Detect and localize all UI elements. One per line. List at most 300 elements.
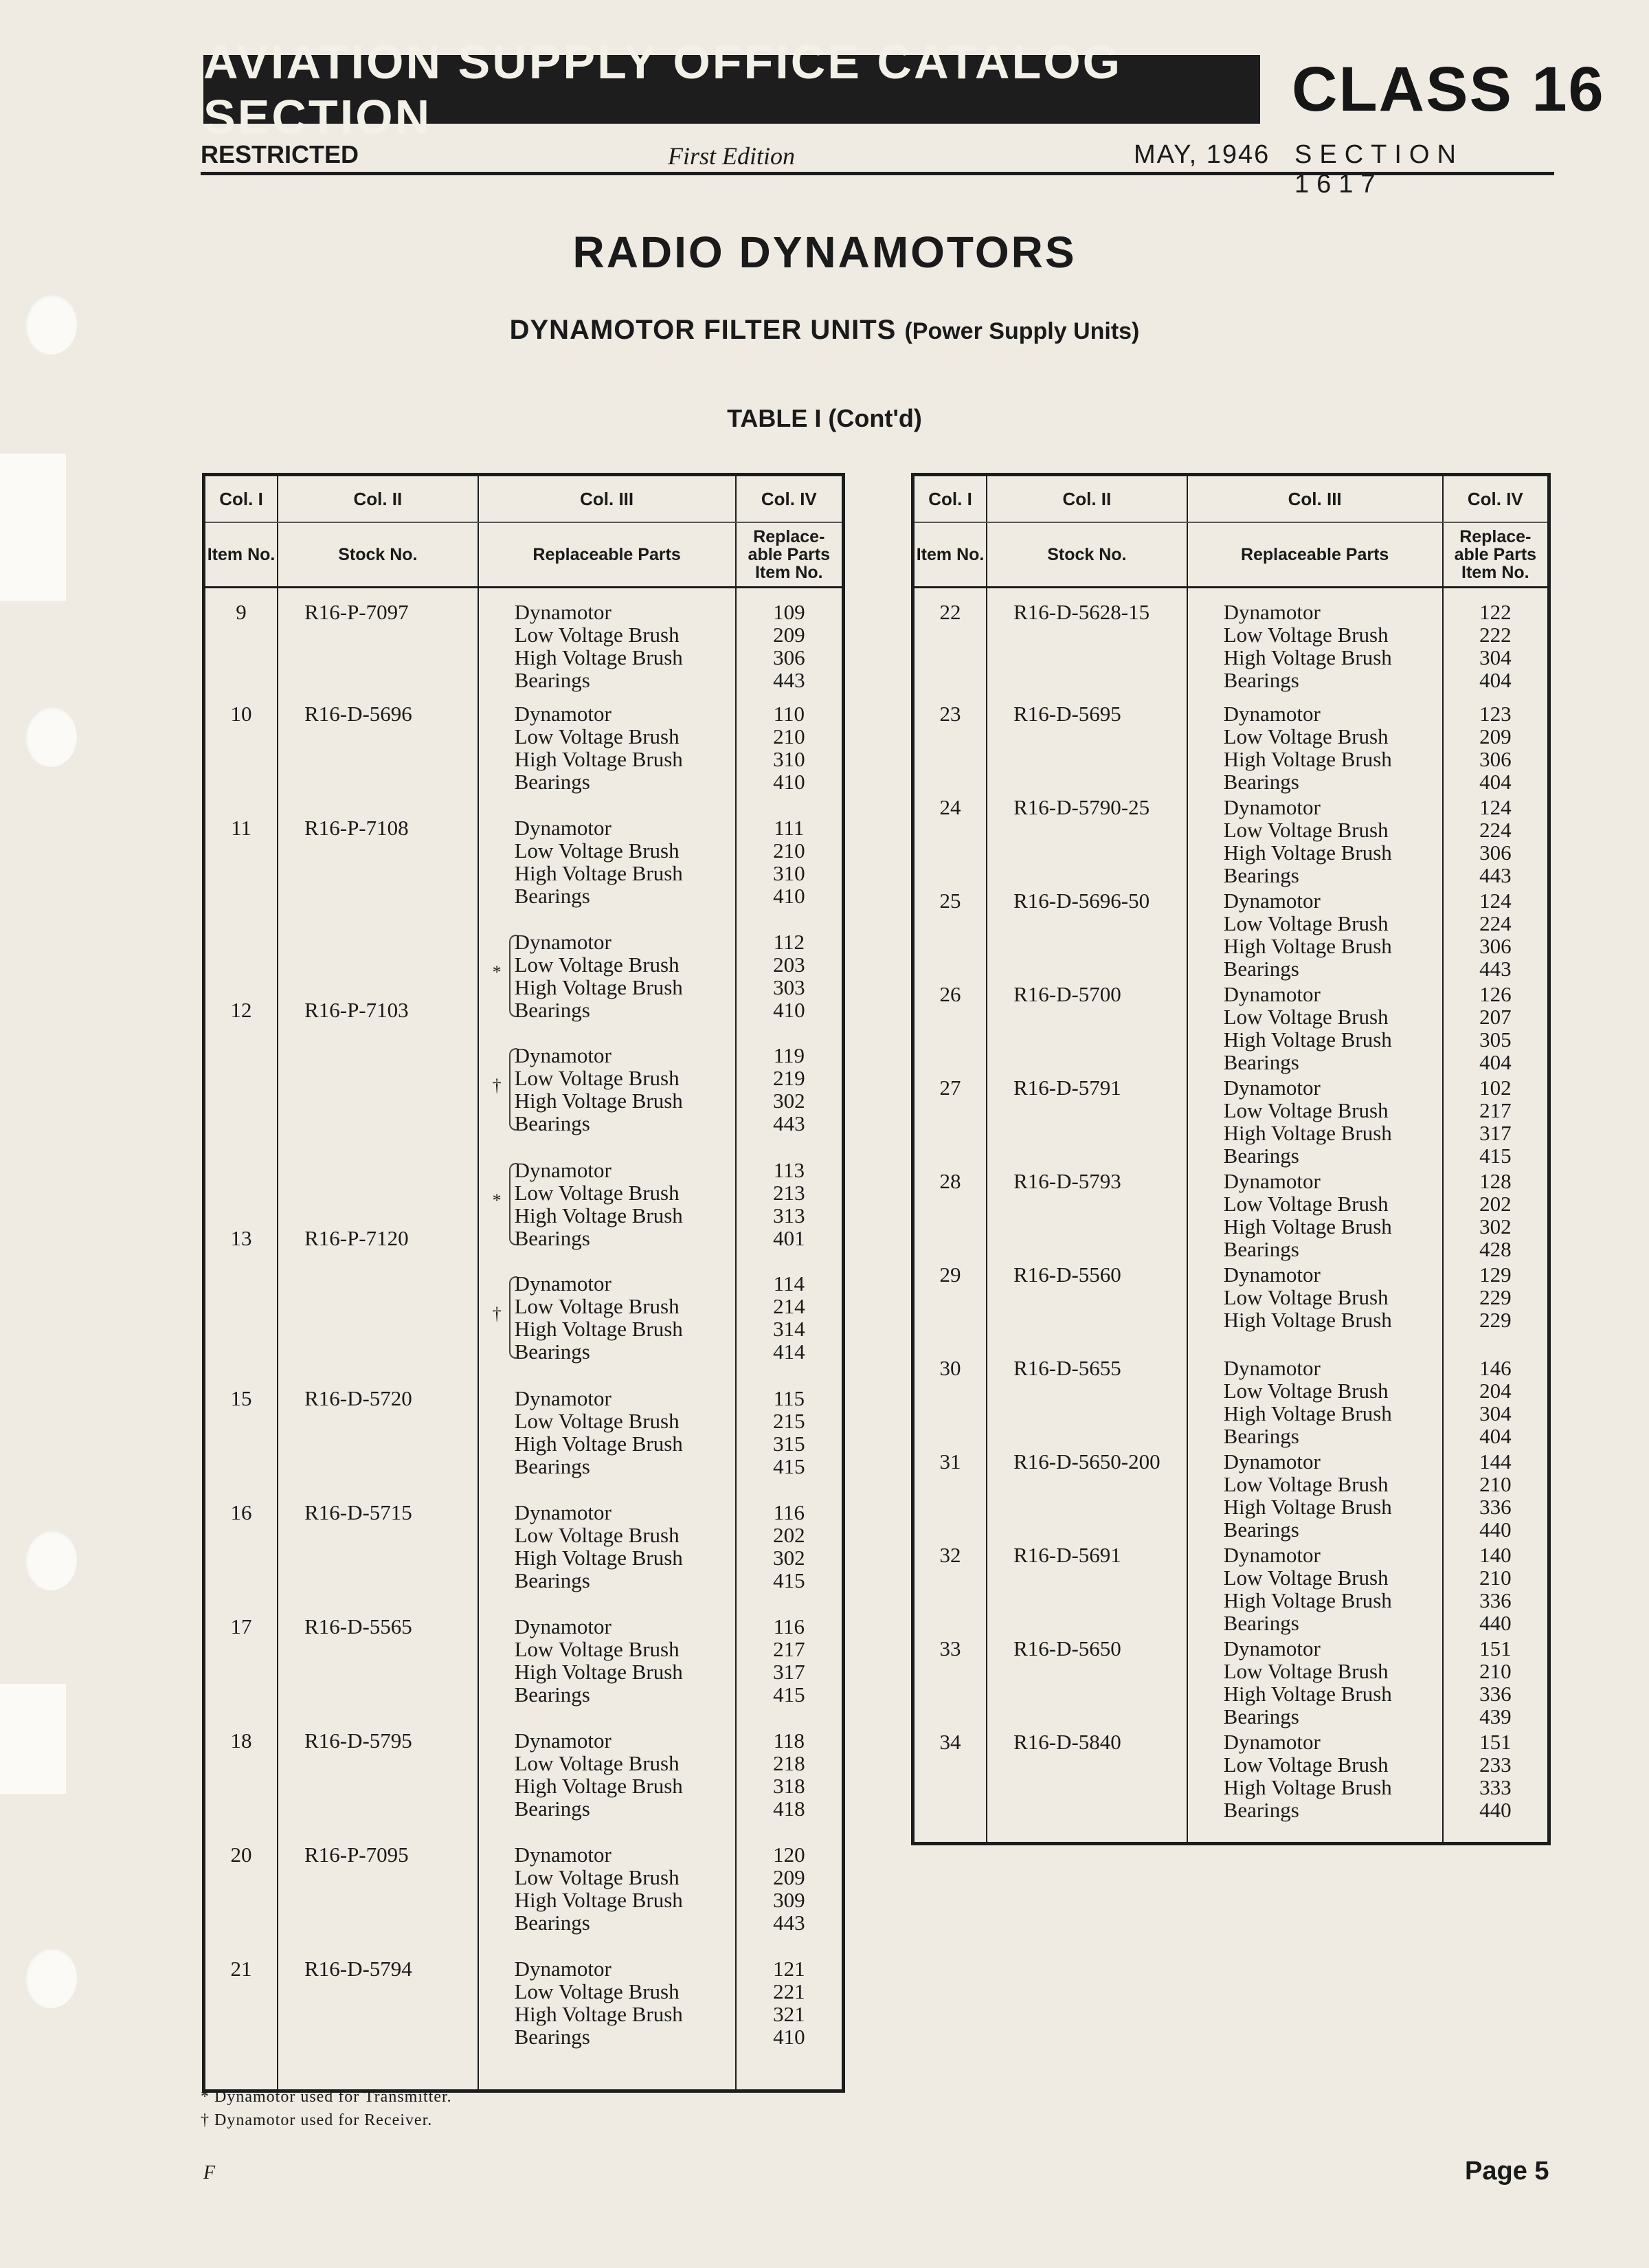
part-name: Dynamotor	[1223, 1543, 1321, 1567]
page-title: RADIO DYNAMOTORS	[572, 227, 1077, 277]
item-number: 29	[939, 1263, 961, 1287]
item-cell	[913, 889, 987, 983]
part-item-number: 401	[773, 1226, 805, 1250]
part-item-number: 410	[773, 884, 805, 908]
stock-cell	[278, 1729, 478, 1843]
part-item-number: 214	[773, 1294, 805, 1318]
parts-cell	[478, 1159, 736, 1387]
part-number-cell	[736, 1843, 844, 1957]
part-item-number: 317	[1479, 1121, 1512, 1145]
part-number-cell	[736, 1387, 844, 1501]
stock-cell	[987, 702, 1187, 796]
item-cell	[913, 1357, 987, 1450]
part-item-number: 415	[773, 1454, 805, 1478]
part-item-number: 440	[1479, 1611, 1512, 1635]
part-number-cell	[736, 1501, 844, 1615]
part-name: High Voltage Brush	[514, 2002, 683, 2026]
part-item-number: 209	[773, 1865, 805, 1889]
part-name: High Voltage Brush	[1223, 841, 1392, 865]
table-row	[913, 1357, 1549, 1450]
part-number-group	[1444, 702, 1547, 793]
group-brace	[509, 1276, 517, 1359]
item-number: 27	[939, 1076, 961, 1100]
part-item-number: 317	[773, 1660, 805, 1684]
part-number-cell	[1443, 1731, 1549, 1824]
part-name: High Voltage Brush	[514, 747, 683, 771]
col-header: Col. II	[987, 475, 1187, 523]
punch-hole	[25, 1948, 77, 2008]
part-group	[515, 702, 735, 793]
part-group	[492, 1158, 735, 1250]
table-row	[204, 1843, 844, 1957]
part-item-number: 123	[1479, 702, 1512, 726]
table-row	[913, 796, 1549, 889]
part-item-number: 321	[773, 2002, 805, 2026]
part-name: High Voltage Brush	[1223, 645, 1392, 669]
part-number-group	[1444, 1637, 1547, 1728]
footnote-mark: †	[492, 1076, 502, 1096]
part-name: Bearings	[514, 1911, 590, 1935]
part-name: Dynamotor	[514, 1614, 612, 1638]
part-name: Bearings	[514, 1568, 590, 1592]
part-item-number: 119	[773, 1043, 805, 1067]
parts-cell	[1187, 889, 1443, 983]
part-item-number: 126	[1479, 982, 1512, 1006]
part-item-number: 129	[1479, 1263, 1512, 1287]
part-item-number: 124	[1479, 889, 1512, 913]
part-group	[515, 1387, 735, 1478]
part-name: High Voltage Brush	[514, 1203, 683, 1227]
subtitle-main: DYNAMOTOR FILTER UNITS	[509, 315, 897, 345]
parts-cell	[1187, 1637, 1443, 1731]
part-item-number: 415	[1479, 1144, 1512, 1168]
table-title: TABLE I (Cont'd)	[727, 404, 922, 432]
part-number-cell	[736, 816, 844, 931]
table-header-row	[204, 475, 844, 523]
part-name: Low Voltage Brush	[1223, 1379, 1389, 1403]
group-brace	[509, 1163, 517, 1245]
table-row	[913, 1731, 1549, 1824]
part-item-number: 314	[773, 1317, 805, 1341]
stock-cell	[987, 1544, 1187, 1637]
stock-cell	[278, 1159, 478, 1387]
part-item-number: 336	[1479, 1588, 1512, 1612]
part-name: Dynamotor	[514, 1500, 612, 1524]
part-item-number: 318	[773, 1774, 805, 1798]
stock-number: R16-D-5794	[304, 1957, 412, 1981]
stock-cell	[278, 1501, 478, 1615]
parts-cell	[1187, 1263, 1443, 1357]
part-item-number: 124	[1479, 795, 1512, 819]
col-header: Col. IV	[1443, 475, 1549, 523]
part-name: Dynamotor	[1223, 1263, 1321, 1287]
part-item-number: 305	[1479, 1027, 1512, 1052]
stock-number: R16-D-5696-50	[1013, 889, 1150, 913]
filler-cell	[1187, 1824, 1443, 1844]
part-item-number: 443	[773, 668, 805, 692]
item-number: 24	[939, 795, 961, 819]
part-name: High Voltage Brush	[514, 1888, 683, 1912]
stock-cell	[987, 796, 1187, 889]
part-name: Bearings	[1223, 1237, 1299, 1261]
part-name: Bearings	[1223, 1517, 1299, 1542]
parts-table-right	[911, 473, 1551, 1845]
part-name: Low Voltage Brush	[1223, 1005, 1389, 1029]
table-row	[913, 1450, 1549, 1544]
part-name: Low Voltage Brush	[514, 724, 680, 748]
stock-cell	[987, 1450, 1187, 1544]
item-number: 15	[230, 1386, 252, 1410]
part-name: Dynamotor	[1223, 1356, 1321, 1380]
col-subheader: Stock No.	[278, 522, 478, 588]
part-name: Bearings	[1223, 1798, 1299, 1822]
part-item-number: 404	[1479, 668, 1512, 692]
part-name: Low Voltage Brush	[1223, 1566, 1389, 1590]
stock-number: R16-D-5700	[1013, 982, 1121, 1006]
part-name: Bearings	[1223, 1611, 1299, 1635]
stock-cell	[278, 588, 478, 703]
part-name: Dynamotor	[514, 600, 612, 624]
part-number-group	[737, 1615, 842, 1706]
part-number-group	[737, 1387, 842, 1478]
part-item-number: 219	[773, 1066, 805, 1090]
parts-cell	[1187, 796, 1443, 889]
item-number: 10	[230, 702, 252, 726]
part-number-cell	[1443, 1170, 1549, 1263]
part-name: Bearings	[514, 1454, 590, 1478]
parts-cell	[1187, 1170, 1443, 1263]
part-group	[1224, 1076, 1442, 1167]
part-group	[515, 1957, 735, 2048]
item-cell	[913, 796, 987, 889]
part-item-number: 210	[1479, 1659, 1512, 1683]
catalog-banner: AVIATION SUPPLY OFFICE CATALOG SECTION	[203, 55, 1260, 124]
item-cell	[913, 702, 987, 796]
part-item-number: 233	[1479, 1753, 1512, 1777]
stock-number: R16-D-5650-200	[1013, 1449, 1160, 1474]
part-number-cell	[736, 588, 844, 703]
stock-cell	[987, 1263, 1187, 1357]
part-item-number: 440	[1479, 1517, 1512, 1542]
part-name: Low Voltage Brush	[514, 1181, 680, 1205]
part-item-number: 309	[773, 1888, 805, 1912]
item-number: 17	[230, 1614, 252, 1638]
part-item-number: 210	[773, 838, 805, 863]
part-number-cell	[1443, 1450, 1549, 1544]
part-number-group	[737, 1044, 842, 1135]
part-number-cell	[736, 1729, 844, 1843]
stock-number: R16-D-5720	[304, 1386, 412, 1410]
part-number-group	[737, 1272, 842, 1363]
table-row	[204, 702, 844, 816]
part-item-number: 410	[773, 998, 805, 1022]
col-header: Col. II	[278, 475, 478, 523]
part-item-number: 118	[773, 1728, 805, 1753]
table-row	[913, 1637, 1549, 1731]
part-item-number: 440	[1479, 1798, 1512, 1822]
item-number: 12	[230, 998, 252, 1022]
parts-cell	[478, 816, 736, 931]
stock-number: R16-P-7097	[304, 600, 409, 624]
part-item-number: 418	[773, 1797, 805, 1821]
part-name: High Voltage Brush	[514, 645, 683, 669]
part-name: Bearings	[1223, 863, 1299, 887]
page-edge-tab	[0, 1684, 66, 1794]
part-name: Dynamotor	[514, 930, 612, 954]
part-item-number: 209	[773, 623, 805, 647]
col-subheader: Replaceable Parts	[478, 522, 736, 588]
part-number-cell	[1443, 1076, 1549, 1170]
parts-cell	[478, 1957, 736, 2071]
footnote-transmitter: * Dynamotor used for Transmitter.	[201, 2088, 452, 2106]
part-name: Low Voltage Brush	[514, 1409, 680, 1433]
item-cell	[204, 1387, 278, 1501]
part-name: Low Voltage Brush	[1223, 1472, 1389, 1496]
part-group	[1224, 796, 1442, 887]
stock-cell	[987, 1637, 1187, 1731]
stock-cell	[987, 1357, 1187, 1450]
item-number: 20	[230, 1843, 252, 1867]
part-item-number: 209	[1479, 724, 1512, 748]
edition-label: First Edition	[668, 142, 796, 170]
part-item-number: 333	[1479, 1775, 1512, 1799]
part-number-cell	[1443, 796, 1549, 889]
part-item-number: 336	[1479, 1495, 1512, 1519]
part-name: Low Voltage Brush	[514, 1979, 680, 2003]
part-number-cell	[1443, 1637, 1549, 1731]
part-item-number: 229	[1479, 1308, 1512, 1332]
part-group	[492, 1043, 735, 1135]
part-number-group	[1444, 601, 1547, 691]
part-number-group	[1444, 983, 1547, 1074]
stock-number: R16-D-5840	[1013, 1730, 1121, 1754]
part-item-number: 151	[1479, 1730, 1512, 1754]
part-item-number: 415	[773, 1682, 805, 1706]
item-cell	[913, 1076, 987, 1170]
part-item-number: 310	[773, 747, 805, 771]
part-name: Bearings	[514, 1682, 590, 1706]
part-item-number: 439	[1479, 1704, 1512, 1728]
part-group	[515, 1501, 735, 1592]
part-group	[492, 1271, 735, 1364]
part-item-number: 213	[773, 1181, 805, 1205]
part-name: Bearings	[1223, 957, 1299, 981]
parts-cell	[478, 702, 736, 816]
punch-hole	[25, 707, 77, 767]
table-row	[913, 1263, 1549, 1357]
item-cell	[913, 1544, 987, 1637]
part-name: Bearings	[514, 2025, 590, 2049]
item-number: 26	[939, 982, 961, 1006]
col-subheader: Replace- able Parts Item No.	[1443, 522, 1549, 588]
item-cell	[913, 1263, 987, 1357]
part-item-number: 116	[773, 1500, 805, 1524]
part-group	[1224, 1170, 1442, 1260]
part-number-cell	[736, 1957, 844, 2071]
item-cell	[913, 1170, 987, 1263]
part-name: High Voltage Brush	[1223, 747, 1392, 771]
col-subheader: Item No.	[204, 522, 278, 588]
part-item-number: 229	[1479, 1285, 1512, 1309]
part-name: High Voltage Brush	[514, 1432, 683, 1456]
group-brace	[509, 1048, 517, 1131]
table-subheader-row	[204, 522, 844, 588]
part-name: Bearings	[514, 1111, 590, 1135]
part-name: Dynamotor	[1223, 889, 1321, 913]
stock-number: R16-P-7095	[304, 1843, 409, 1867]
item-number: 33	[939, 1636, 961, 1660]
part-name: Low Voltage Brush	[1223, 1285, 1389, 1309]
part-group	[515, 1729, 735, 1820]
part-name: Bearings	[1223, 1704, 1299, 1728]
part-name: High Voltage Brush	[514, 1317, 683, 1341]
parts-cell	[478, 1387, 736, 1501]
part-number-group	[737, 931, 842, 1021]
part-item-number: 306	[1479, 841, 1512, 865]
part-item-number: 304	[1479, 645, 1512, 669]
part-number-group	[1444, 1357, 1547, 1447]
table-row	[204, 1957, 844, 2071]
item-cell	[204, 1729, 278, 1843]
item-number: 30	[939, 1356, 961, 1380]
part-group	[1224, 1263, 1442, 1331]
part-name: High Voltage Brush	[514, 1660, 683, 1684]
part-name: Low Voltage Brush	[1223, 724, 1389, 748]
table-row	[913, 1544, 1549, 1637]
filler-cell	[1443, 1824, 1549, 1844]
filler-cell	[736, 2071, 844, 2091]
part-name: Dynamotor	[514, 816, 612, 840]
part-item-number: 443	[1479, 863, 1512, 887]
part-name: High Voltage Brush	[514, 1089, 683, 1113]
part-item-number: 336	[1479, 1682, 1512, 1706]
part-number-cell	[736, 702, 844, 816]
part-group	[1224, 1357, 1442, 1447]
part-item-number: 110	[773, 702, 805, 726]
part-name: High Voltage Brush	[514, 861, 683, 885]
part-name: Low Voltage Brush	[514, 1294, 680, 1318]
parts-cell	[1187, 1076, 1443, 1170]
col-header: Col. I	[913, 475, 987, 523]
part-name: Dynamotor	[514, 1158, 612, 1182]
restricted-label: RESTRICTED	[201, 140, 359, 168]
item-cell	[204, 702, 278, 816]
page-number: Page 5	[1465, 2157, 1549, 2186]
item-cell	[204, 1957, 278, 2071]
table-row	[913, 983, 1549, 1076]
part-item-number: 151	[1479, 1636, 1512, 1660]
stock-cell	[987, 1731, 1187, 1824]
part-item-number: 144	[1479, 1449, 1512, 1474]
part-number-cell	[1443, 1357, 1549, 1450]
part-item-number: 204	[1479, 1379, 1512, 1403]
col-subheader: Item No.	[913, 522, 987, 588]
part-item-number: 140	[1479, 1543, 1512, 1567]
parts-cell	[1187, 1731, 1443, 1824]
table-row	[204, 588, 844, 703]
part-name: High Voltage Brush	[514, 1546, 683, 1570]
footnote-receiver: † Dynamotor used for Receiver.	[201, 2111, 433, 2129]
stock-number: R16-P-7103	[304, 998, 409, 1022]
part-item-number: 112	[773, 930, 805, 954]
part-name: Dynamotor	[1223, 1169, 1321, 1193]
part-item-number: 210	[1479, 1566, 1512, 1590]
part-item-number: 310	[773, 861, 805, 885]
stock-cell	[987, 1076, 1187, 1170]
parts-cell	[1187, 1544, 1443, 1637]
part-group	[1224, 601, 1442, 691]
part-number-group	[1444, 1544, 1547, 1634]
parts-cell	[478, 1729, 736, 1843]
part-name: High Voltage Brush	[1223, 1495, 1392, 1519]
table-row	[204, 1615, 844, 1729]
part-item-number: 414	[773, 1339, 805, 1364]
part-item-number: 114	[773, 1271, 805, 1296]
part-group	[1224, 889, 1442, 980]
stock-cell	[987, 1170, 1187, 1263]
table-row	[204, 1159, 844, 1387]
part-item-number: 443	[773, 1911, 805, 1935]
table-filler-row	[913, 1824, 1549, 1844]
part-name: High Voltage Brush	[1223, 1214, 1392, 1238]
item-number: 34	[939, 1730, 961, 1754]
item-number: 9	[236, 600, 247, 624]
part-group	[515, 601, 735, 691]
table-row	[913, 588, 1549, 703]
part-name: Dynamotor	[514, 1957, 612, 1981]
part-name: Bearings	[1223, 770, 1299, 794]
item-cell	[204, 588, 278, 703]
footnote-mark: †	[492, 1304, 502, 1324]
table-row	[204, 1729, 844, 1843]
part-name: Low Voltage Brush	[514, 1865, 680, 1889]
stock-number: R16-D-5691	[1013, 1543, 1121, 1567]
part-name: Bearings	[514, 1226, 590, 1250]
item-cell	[913, 983, 987, 1076]
part-name: Dynamotor	[1223, 1076, 1321, 1100]
part-name: Bearings	[514, 1339, 590, 1364]
table-row	[204, 1387, 844, 1501]
part-item-number: 202	[1479, 1192, 1512, 1216]
item-number: 18	[230, 1728, 252, 1753]
part-name: Dynamotor	[1223, 600, 1321, 624]
header-subrow	[201, 136, 1554, 199]
parts-cell	[478, 931, 736, 1159]
item-cell	[204, 1843, 278, 1957]
part-number-cell	[1443, 702, 1549, 796]
part-number-group	[737, 1501, 842, 1592]
part-name: Dynamotor	[1223, 702, 1321, 726]
part-item-number: 113	[773, 1158, 805, 1182]
part-name: Dynamotor	[1223, 1730, 1321, 1754]
col-subheader: Replace- able Parts Item No.	[736, 522, 844, 588]
stock-number: R16-D-5560	[1013, 1263, 1121, 1287]
part-number-group	[737, 1957, 842, 2048]
item-number: 13	[230, 1226, 252, 1250]
table-row	[204, 816, 844, 931]
part-item-number: 207	[1479, 1005, 1512, 1029]
item-cell	[204, 1501, 278, 1615]
part-number-group	[1444, 889, 1547, 980]
part-name: Bearings	[514, 1797, 590, 1821]
part-number-group	[1444, 1731, 1547, 1821]
part-item-number: 302	[1479, 1214, 1512, 1238]
part-name: Bearings	[1223, 668, 1299, 692]
part-item-number: 224	[1479, 818, 1512, 842]
part-name: High Voltage Brush	[1223, 1588, 1392, 1612]
part-item-number: 443	[773, 1111, 805, 1135]
part-name: Low Voltage Brush	[514, 1637, 680, 1661]
